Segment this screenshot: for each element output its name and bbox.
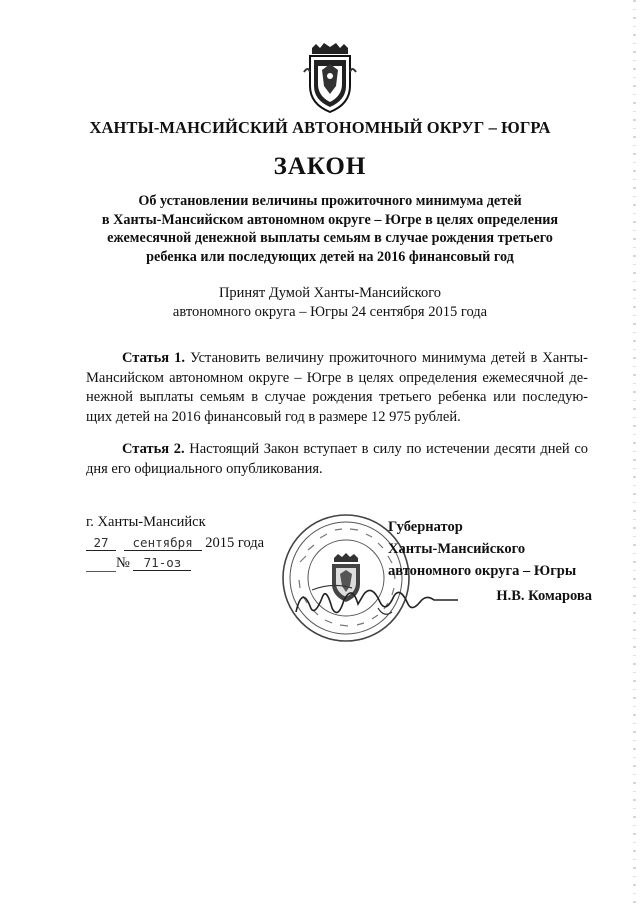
subject-line: ежемесячной денежной выплаты семьям в случае рождения третьего <box>107 230 553 246</box>
article-1-first-line <box>86 349 588 369</box>
article-2-first-line <box>86 440 588 460</box>
article-2-line: дня его официального опубликования. <box>86 460 323 477</box>
coat-of-arms-icon <box>302 42 358 114</box>
subject-line: ребенка или последующих детей на 2016 финансовый год <box>146 248 514 265</box>
article-1-line: Мансийском автономном округе – Югре в целях определения ежемесячной де- <box>86 369 588 386</box>
law-number <box>86 555 191 572</box>
law-subject <box>80 192 580 266</box>
article-1-title: Статья 1. <box>122 350 186 366</box>
date-month: сентября <box>124 535 202 551</box>
number-prefix: № <box>116 555 130 571</box>
adoption-line: автономного округа – Югры 24 сентября 2015 года <box>172 304 488 320</box>
handwritten-signature-icon <box>292 578 462 622</box>
document-type-title: ЗАКОН <box>273 153 367 180</box>
subject-line: в Ханты-Мансийском автономном округе – Югре в целях определения <box>101 211 559 228</box>
article-2 <box>86 440 588 479</box>
signing-place: г. Ханты-Мансийск <box>86 514 206 530</box>
signing-date <box>86 535 264 552</box>
governor-title <box>388 516 576 582</box>
number-underline-lead <box>86 556 116 572</box>
governor-title-line: Ханты-Мансийского <box>388 541 526 557</box>
article-1-line: щих детей на 2016 финансовый год в размере 12 975 рублей. <box>86 408 461 425</box>
adoption-line: Принят Думой Ханты-Мансийского <box>218 285 442 301</box>
subject-line: Об установлении величины прожиточного минимума детей <box>138 193 522 209</box>
article-2-text: Настоящий Закон вступает в силу по истечении десяти дней со <box>189 441 588 457</box>
number-value: 71-оз <box>133 555 191 571</box>
article-2-title: Статья 2. <box>122 441 185 457</box>
date-day: 27 <box>86 535 116 551</box>
governor-title-line: автономного округа – Югры <box>388 563 577 579</box>
governor-name: Н.В. Комарова <box>496 588 592 604</box>
governor-title-line: Губернатор <box>388 519 463 535</box>
region-heading: ХАНТЫ-МАНСИЙСКИЙ АВТОНОМНЫЙ ОКРУГ – ЮГРА <box>89 118 551 137</box>
article-1-text: Установить величину прожиточного минимума детей в Ханты- <box>190 350 588 366</box>
article-1 <box>86 349 588 427</box>
adoption-note <box>80 284 580 322</box>
date-year: 2015 года <box>205 535 265 551</box>
article-1-line: нежной выплаты семьям в случае рождения третьего ребенка или последую- <box>86 389 588 405</box>
